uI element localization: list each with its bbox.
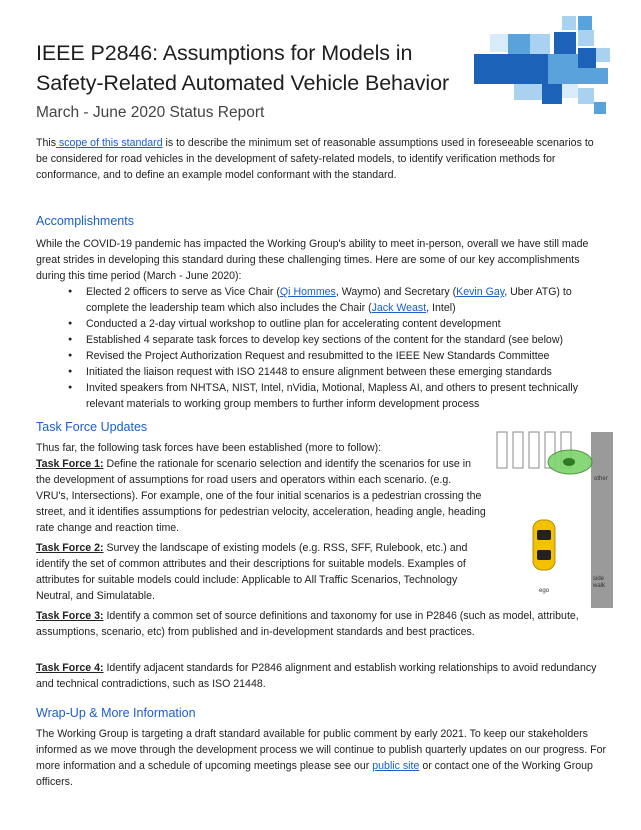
kevin-gay-link[interactable]: Kevin Gay xyxy=(456,286,505,298)
wrapup-paragraph: The Working Group is targeting a draft standard available for public comment by early 2021. To keep our stakeholders informed as we move through the development process we will continue to publish quarterly updates on our progress. For more information and a schedule of upcoming meetings please see our public site or contact one of the Working Group officers. xyxy=(36,728,607,788)
accomplishments-list xyxy=(68,284,608,412)
jack-weast-link[interactable]: Jack Weast xyxy=(371,302,427,314)
task-force-heading: Task Force Updates xyxy=(36,420,148,434)
page-title: IEEE P2846: Assumptions for Models in Safety-Related Automated Vehicle Behavior xyxy=(36,41,450,95)
scope-link[interactable]: scope of this standard xyxy=(56,137,163,149)
list-item: ● Initiated the liaison request with ISO 21448 to ensure alignment between these emerging standards xyxy=(68,364,608,380)
public-site-link[interactable]: public site xyxy=(372,760,420,772)
task-force-1: Task Force 1: Define the rationale for scenario selection and identify the scenarios for use in the development of assumptions for road users and operators within each scenario. (e.g. VRU's, Intersections). For example, one of the four initial scenarios is a pedestrian crossing the street, and it identifies assumptions for pedestrian velocity, acceleration, heading angle, heading rate change and reaction time. xyxy=(36,458,486,534)
list-item: ● Conducted a 2-day virtual workshop to outline plan for accelerating content development xyxy=(68,316,608,332)
list-item: ● Established 4 separate task forces to develop key sections of the content for the standard (see below) xyxy=(68,332,608,348)
wrapup-heading: Wrap-Up & More Information xyxy=(36,706,196,720)
page-subtitle: March - June 2020 Status Report xyxy=(36,104,265,121)
scope-paragraph: This scope of this standard is to describe the minimum set of reasonable assumptions used in foreseeable scenarios to be considered for road vehicles in the development of safety-related models, to identify verification methods for conformance, and to define an example model conformant with the standard. xyxy=(36,137,594,181)
qi-hommes-link[interactable]: Qi Hommes xyxy=(279,286,336,298)
task-force-intro: Thus far, the following task forces have been established (more to follow): xyxy=(36,442,382,454)
ego-car-icon xyxy=(533,520,555,570)
label-sidewalk: side xyxy=(593,576,605,582)
task-force-2: Task Force 2: Survey the landscape of existing models (e.g. RSS, SFF, Rulebook, etc.) and identify the set of common attributes and their descriptions for suitable models. Examples of attributes for suitable models could include: Applicable to All Traffic Scenarios, Technology Neutral, and Simulatable. xyxy=(36,542,468,602)
pedestrian-crossing-diagram xyxy=(495,430,615,610)
list-item: ● Revised the Project Authorization Request and resubmitted to the IEEE New Standards Committee xyxy=(68,348,608,364)
accomplishments-heading: Accomplishments xyxy=(36,214,134,228)
accomplishments-text: While the COVID-19 pandemic has impacted the Working Group's ability to meet in-person, overall we have still made great strides in developing this standard during these challenging times. Here are some of our key accomplishments during this time period (March - June 2020): xyxy=(36,238,589,282)
task-force-3: Task Force 3: Identify a common set of source definitions and taxonomy for use in P2846 (such as model, attribute, assumptions, scenario, etc) from published and in-development standards and best practices. xyxy=(36,610,579,638)
label-ego: ego xyxy=(539,588,550,594)
list-item: ● Elected 2 officers to serve as Vice Chair (Qi Hommes, Waymo) and Secretary (Kevin Gay, Uber ATG) to complete the leadership team which also includes the Chair (Jack Weast, Intel) xyxy=(68,284,608,316)
label-sidewalk-2: walk xyxy=(593,583,606,589)
list-item: ● Invited speakers from NHTSA, NIST, Intel, nVidia, Motional, Mapless AI, and others to present technically relevant materials to working group members to further inform development process xyxy=(68,380,608,412)
label-other: other xyxy=(594,476,608,482)
ieee-logo-graphic xyxy=(474,16,610,116)
task-force-4: Task Force 4: Identify adjacent standards for P2846 alignment and establish working relationships to avoid redundancy and technical contradictions, such as ISO 21448. xyxy=(36,662,597,690)
